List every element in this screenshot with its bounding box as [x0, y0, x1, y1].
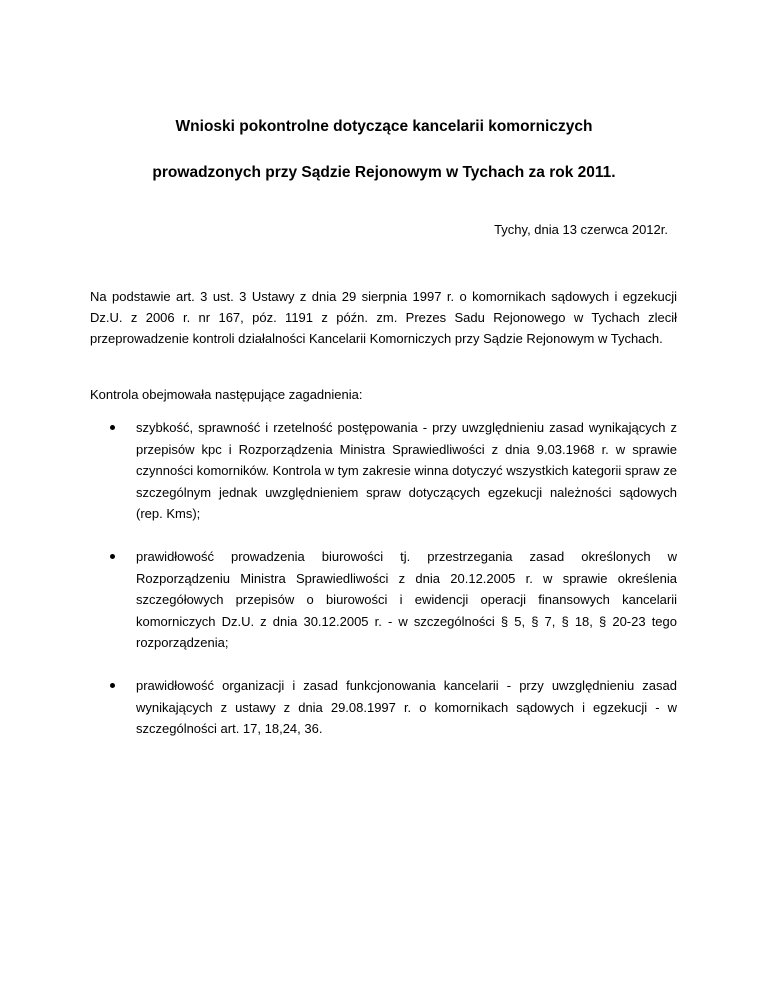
bullet-icon: [110, 683, 115, 688]
list-item-text: prawidłowość prowadzenia biurowości tj. przestrzegania zasad określonych w Rozporządzeniu Ministra Sprawiedliwości z dnia 20.12.2005 r. w sprawie określenia szczegółowych przepisów o biurowości i ewidencji operacji finansowych kancelarii komorniczych Dz.U. z dnia 30.12.2005 r. - w szczególności § 5, § 7, § 18, § 20-23 tego rozporządzenia;: [136, 548, 677, 651]
bullet-icon: [110, 554, 115, 559]
document-title-line-1: Wnioski pokontrolne dotyczące kancelarii komorniczych: [175, 118, 593, 135]
list-item-text: prawidłowość organizacji i zasad funkcjonowania kancelarii - przy uwzględnieniu zasad wynikających z ustawy z dnia 29.08.1997 r. o komornikach sądowych i egzekucji - w szczególności art. 17, 18,24, 36.: [136, 677, 677, 737]
list-item-text: szybkość, sprawność i rzetelność postępowania - przy uwzględnieniu zasad wynikających z przepisów kpc i Rozporządzenia Ministra Sprawiedliwości z dnia 9.03.1968 r. w sprawie czynności komorników. Kontrola w tym zakresie winna dotyczyć wszystkich kategorii spraw ze szczególnym jednak uwzględnieniem spraw dotyczących egzekucji należności sądowych (rep. Kms);: [136, 420, 677, 522]
list-item: [90, 675, 677, 740]
intro-paragraph: Na podstawie art. 3 ust. 3 Ustawy z dnia 29 sierpnia 1997 r. o komornikach sądowych i egzekucji Dz.U. z 2006 r. nr 167, póz. 1191 z późn. zm. Prezes Sadu Rejonowego w Tychach zlecił przeprowadzenie kontroli działalności Kancelarii Komorniczych przy Sądzie Rejonowym w Tychach.: [90, 289, 677, 346]
bullet-icon: [110, 425, 115, 430]
list-item: [90, 546, 677, 654]
document-title-line-2: prowadzonych przy Sądzie Rejonowym w Tychach za rok 2011.: [152, 164, 616, 181]
list-item: [90, 417, 677, 525]
scope-intro: Kontrola obejmowała następujące zagadnienia:: [90, 387, 363, 402]
scope-list: [90, 417, 677, 761]
place-date: Tychy, dnia 13 czerwca 2012r.: [494, 222, 668, 237]
